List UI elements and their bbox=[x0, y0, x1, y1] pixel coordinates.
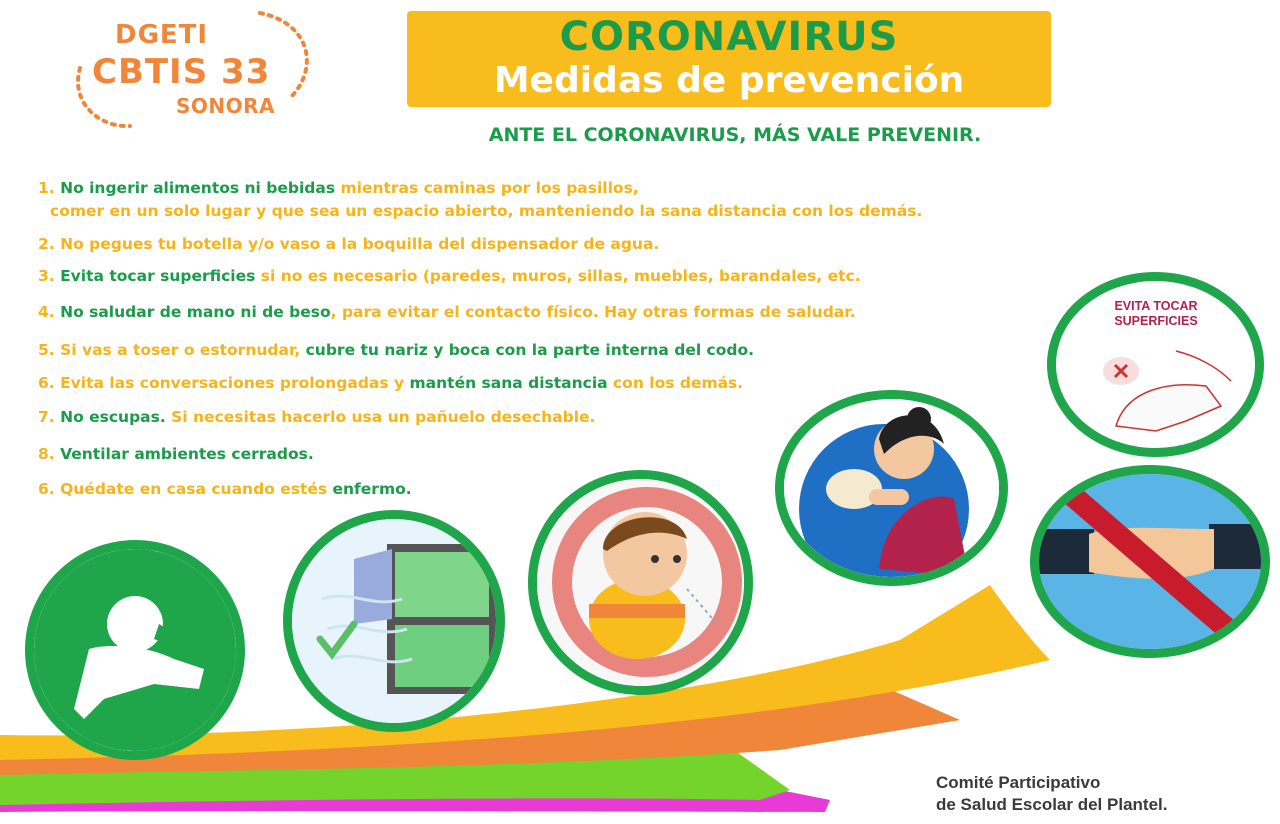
rule-1-line2: comer en un solo lugar y que sea un espacio abierto, manteniendo la sana distancia con los demás. bbox=[50, 202, 923, 220]
illustration-avoid-touching bbox=[1047, 272, 1264, 457]
logo-cbtis: CBTIS 33 bbox=[92, 52, 271, 92]
hand-no-touch-icon bbox=[1056, 331, 1255, 451]
rule-2: 2. No pegues tu botella y/o vaso a la boquilla del dispensador de agua. bbox=[38, 235, 660, 253]
rule-6: 6. Evita las conversaciones prolongadas y mantén sana distancia con los demás. bbox=[38, 374, 744, 392]
logo-sonora: SONORA bbox=[176, 94, 276, 118]
rule-7: 7. No escupas. Si necesitas hacerlo usa un pañuelo desechable. bbox=[38, 408, 596, 426]
no-handshake-icon bbox=[1039, 474, 1261, 649]
cough-elbow-icon bbox=[34, 549, 236, 751]
boy-no-spit-icon bbox=[537, 479, 744, 686]
footer-line-1: Comité Participativo bbox=[936, 773, 1101, 792]
rule-5: 5. Si vas a toser o estornudar, cubre tu nariz y boca con la parte interna del codo. bbox=[38, 341, 755, 359]
illustration-sneeze-tissue bbox=[775, 390, 1008, 586]
illustration-cough-elbow bbox=[25, 540, 245, 760]
window-icon bbox=[292, 519, 496, 723]
footer-line-2: de Salud Escolar del Plantel. bbox=[936, 795, 1168, 814]
banner-title: CORONAVIRUS bbox=[559, 14, 899, 60]
illustration-ventilation bbox=[283, 510, 505, 732]
sign-line-2: SUPERFICIES bbox=[1114, 314, 1198, 328]
banner-subtitle: Medidas de prevención bbox=[493, 60, 965, 101]
tagline: ANTE EL CORONAVIRUS, MÁS VALE PREVENIR. bbox=[488, 124, 982, 146]
illustration-no-spit bbox=[528, 470, 753, 695]
logo-dgeti: DGETI bbox=[115, 20, 209, 50]
illustration-no-handshake bbox=[1030, 465, 1270, 658]
rule-3: 3. Evita tocar superficies si no es necesario (paredes, muros, sillas, muebles, barandales, etc. bbox=[38, 267, 861, 285]
rule-8: 8. Ventilar ambientes cerrados. bbox=[38, 445, 314, 463]
rule-1: 1. No ingerir alimentos ni bebidas mientras caminas por los pasillos, bbox=[38, 179, 639, 197]
rule-9: 6. Quédate en casa cuando estés enfermo. bbox=[38, 480, 412, 498]
sign-text bbox=[1086, 299, 1226, 329]
sign-line-1: EVITA TOCAR bbox=[1114, 299, 1198, 313]
rule-4: 4. No saludar de mano ni de beso, para evitar el contacto físico. Hay otras formas de saludar. bbox=[38, 303, 856, 321]
woman-sneeze-icon bbox=[784, 399, 999, 577]
